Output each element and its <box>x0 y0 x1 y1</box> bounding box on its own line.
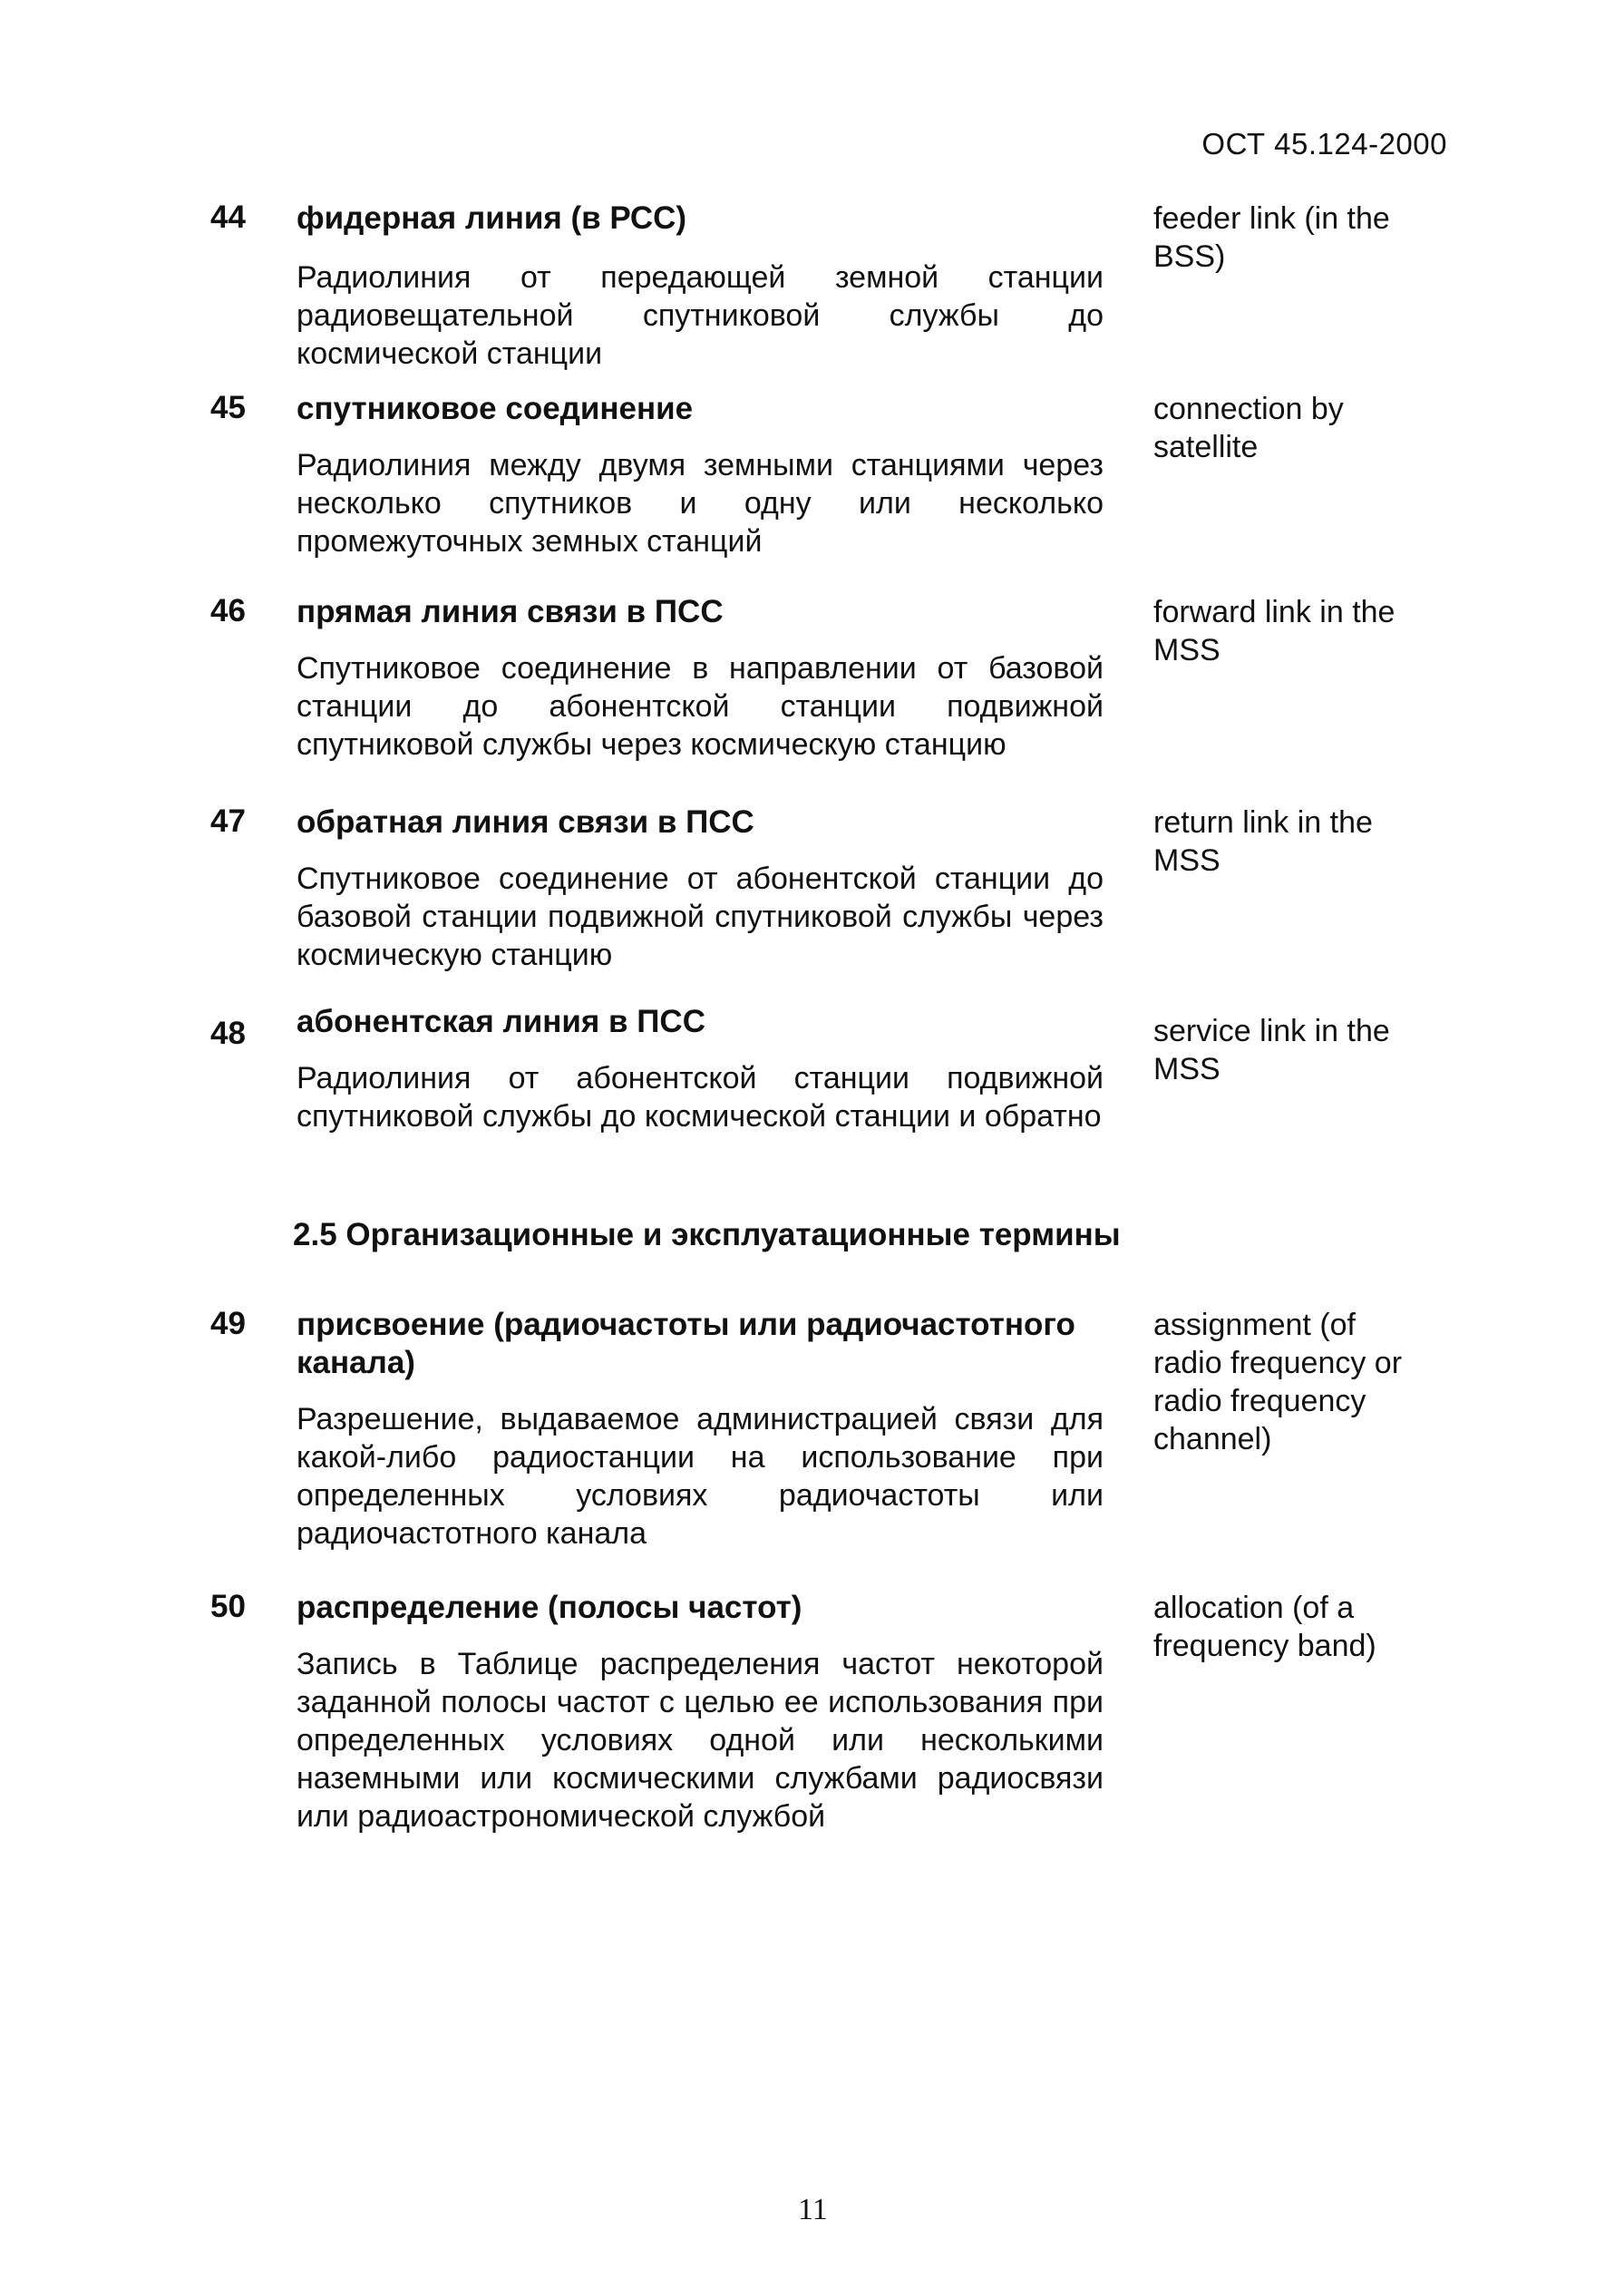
term-definition: Радиолиния от передающей земной станции радиовещательной спутниковой службы до космической станции <box>297 260 1104 371</box>
term-number: 49 <box>210 1306 246 1341</box>
term-definition: Радиолиния между двумя земными станциями через несколько спутников и одну или несколько промежуточных земных станций <box>297 448 1104 559</box>
term-title: распределение (полосы частот) <box>297 1590 802 1625</box>
term-title: спутниковое соединение <box>297 391 694 426</box>
term-number: 45 <box>210 390 246 425</box>
term-number: 47 <box>210 803 246 839</box>
term-title: абонентская линия в ПСС <box>297 1004 705 1039</box>
page-number: 11 <box>798 2193 828 2226</box>
term-title: прямая линия связи в ПСС <box>297 594 724 629</box>
term-english: return link in the MSS <box>1153 805 1373 878</box>
term-number: 50 <box>210 1589 246 1624</box>
term-english: service link in the MSS <box>1153 1014 1390 1086</box>
term-number: 44 <box>210 200 246 235</box>
term-definition: Спутниковое соединение от абонентской станции до базовой станции подвижной спутниковой службы через космическую станцию <box>297 862 1104 972</box>
term-definition: Разрешение, выдаваемое администрацией связи для какой-либо радиостанции на использование при определенных условиях радиочастоты или радиочастотного канала <box>297 1402 1104 1551</box>
term-number: 48 <box>210 1016 246 1051</box>
term-title: обратная линия связи в ПСС <box>297 804 754 840</box>
term-definition: Спутниковое соединение в направлении от базовой станции до абонентской станции подвижной спутниковой службы через космическую станцию <box>297 651 1104 762</box>
term-title: присвоение (радиочастоты или радиочастотного канала) <box>297 1307 1075 1380</box>
section-heading: 2.5 Организационные и эксплуатационные термины <box>293 1217 1121 1252</box>
term-english: feeder link (in the BSS) <box>1153 201 1390 274</box>
document-code: ОСТ 45.124-2000 <box>1201 127 1447 161</box>
term-definition: Радиолиния от абонентской станции подвижной спутниковой службы до космической станции и обратно <box>297 1061 1104 1134</box>
term-number: 46 <box>210 593 246 628</box>
term-definition: Запись в Таблице распределения частот некоторой заданной полосы частот с целью ее использования при определенных условиях одной или несколькими наземными или космическими службами радиосвязи или радиоастрономической службой <box>297 1647 1104 1834</box>
term-title: фидерная линия (в РСС) <box>297 200 687 236</box>
term-english: forward link in the MSS <box>1153 595 1395 667</box>
term-english: assignment (of radio frequency or radio frequency channel) <box>1153 1308 1403 1456</box>
term-english: connection by satellite <box>1153 392 1344 464</box>
term-english: allocation (of a frequency band) <box>1153 1591 1376 1663</box>
